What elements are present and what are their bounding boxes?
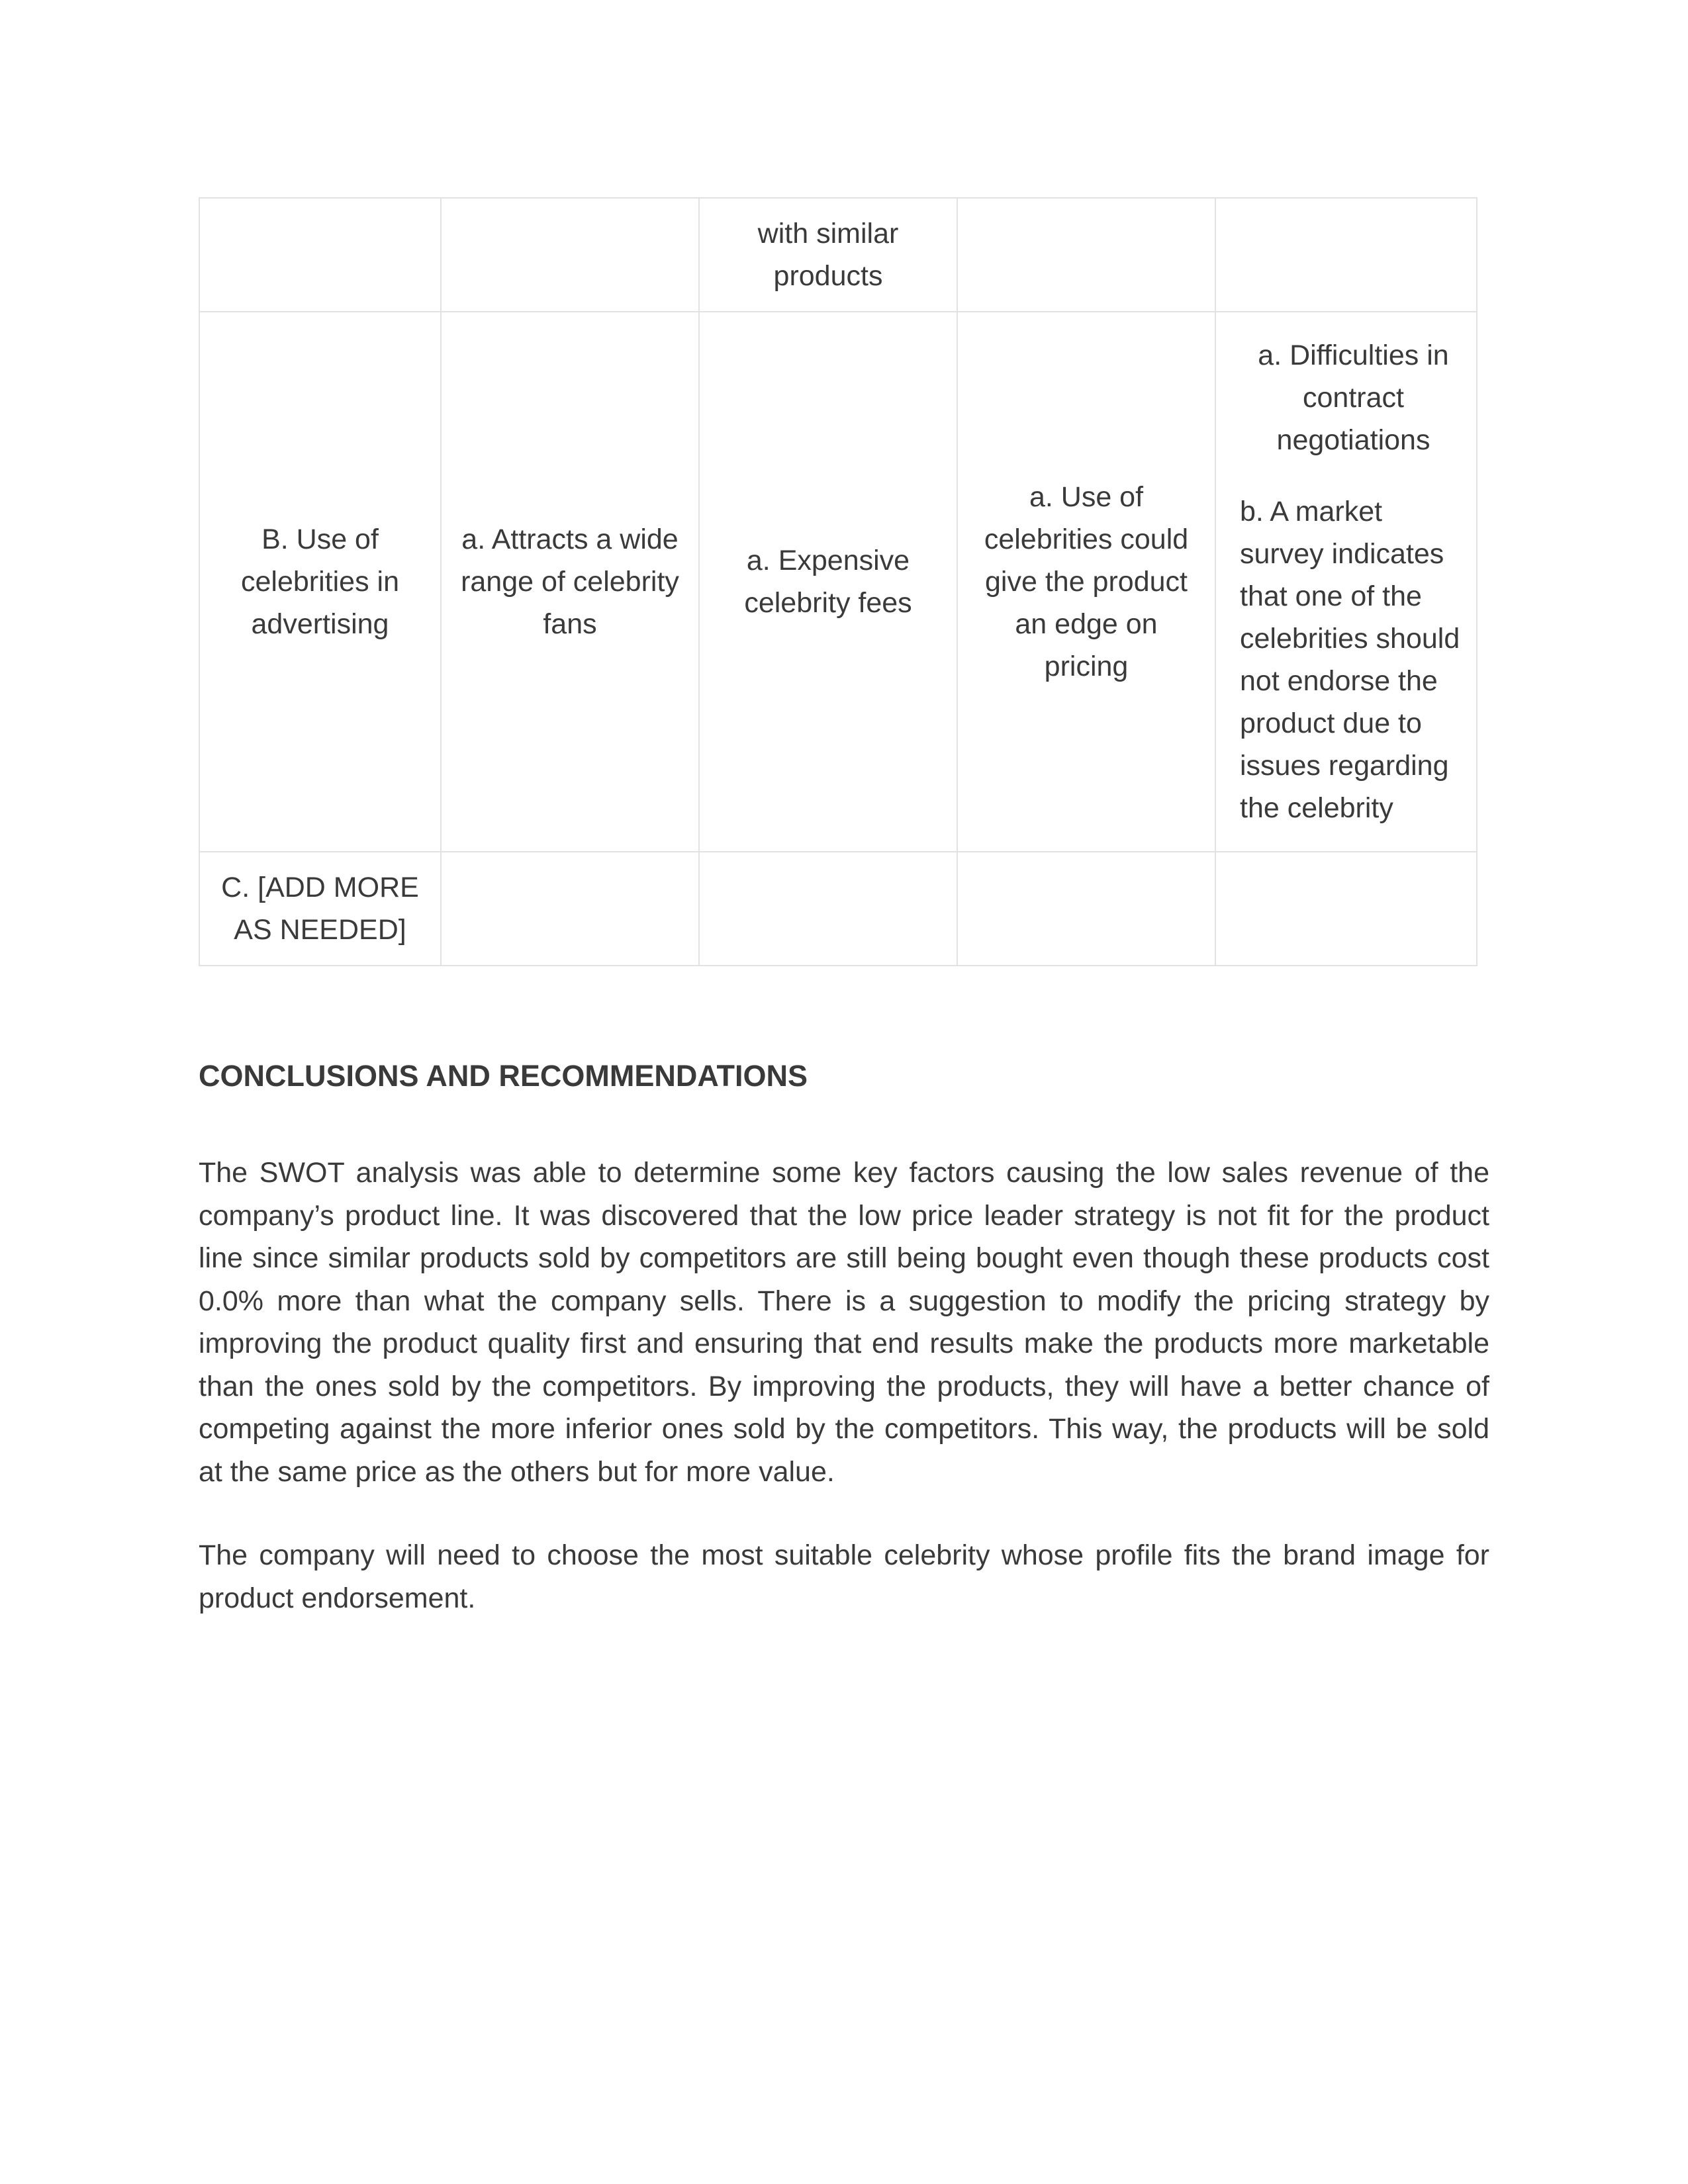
cell-line: products (773, 260, 883, 292)
table-cell-opportunities (957, 312, 1215, 852)
cell-line: B. Use of (261, 523, 379, 555)
table-cell-opportunities (957, 198, 1215, 312)
cell-line: a. Use of (1029, 481, 1144, 513)
cell-line: survey indicates (1240, 538, 1444, 570)
table-cell-weaknesses (699, 312, 957, 852)
table-cell-weaknesses (699, 852, 957, 966)
table-cell-threats (1215, 198, 1477, 312)
spacer (1240, 461, 1467, 490)
table-cell-factor (199, 852, 441, 966)
cell-line: issues regarding (1240, 750, 1449, 782)
cell-line: an edge on pricing (1015, 608, 1158, 682)
cell-line: range of celebrity (461, 566, 679, 598)
cell-line: contract (1303, 382, 1404, 414)
table-row (199, 312, 1477, 852)
cell-line: celebrities could (984, 523, 1189, 555)
cell-line: the celebrity (1240, 792, 1393, 824)
table-row (199, 852, 1477, 966)
cell-line: negotiations (1276, 424, 1430, 456)
paragraph: The company will need to choose the most suitable celebrity whose profile fits the brand image for product endorsement. (199, 1539, 1489, 1614)
paragraph: The SWOT analysis was able to determine some key factors causing the low sales revenue of the company’s product line. It was discovered that the low price leader strategy is not fit for the product line since similar products sold by competitors are still being bought even though these products cost 0.0% more than what the company sells. There is a suggestion to modify the pricing strategy by improving the product quality first and ensuring that end results make the products more marketable than the ones sold by the competitors. By improving the products, they will have a better chance of competing against the more inferior ones sold by the competitors. This way, the products will be sold at the same price as the others but for more value. (199, 1157, 1489, 1488)
cell-line: not endorse the (1240, 665, 1438, 697)
cell-line: that one of the (1240, 580, 1422, 612)
table-cell-threats (1215, 852, 1477, 966)
cell-line: a. Expensive (746, 545, 910, 576)
table-cell-weaknesses (699, 198, 957, 312)
cell-line: celebrities in (241, 566, 399, 598)
cell-line: advertising (251, 608, 389, 640)
cell-line: AS NEEDED] (234, 914, 406, 946)
cell-line: a. Attracts a wide (461, 523, 679, 555)
threat-item-a (1240, 334, 1467, 461)
cell-line: celebrities should (1240, 623, 1460, 655)
threat-item-b (1240, 490, 1467, 829)
cell-line: C. [ADD MORE (221, 872, 419, 903)
table-cell-strengths (441, 312, 699, 852)
cell-line: give the product (985, 566, 1188, 598)
table-cell-strengths (441, 198, 699, 312)
table-cell-factor (199, 198, 441, 312)
section-heading: CONCLUSIONS AND RECOMMENDATIONS (199, 1059, 808, 1093)
cell-line: b. A market (1240, 496, 1383, 527)
swot-table (199, 197, 1477, 966)
table-cell-factor (199, 312, 441, 852)
table-cell-threats (1215, 312, 1477, 852)
cell-line: fans (543, 608, 597, 640)
cell-line: product due to (1240, 707, 1422, 739)
table-cell-opportunities (957, 852, 1215, 966)
table-row (199, 198, 1477, 312)
table-cell-strengths (441, 852, 699, 966)
cell-line: celebrity fees (744, 587, 912, 619)
cell-line: a. Difficulties in (1258, 340, 1449, 371)
cell-line: with similar (757, 218, 899, 250)
